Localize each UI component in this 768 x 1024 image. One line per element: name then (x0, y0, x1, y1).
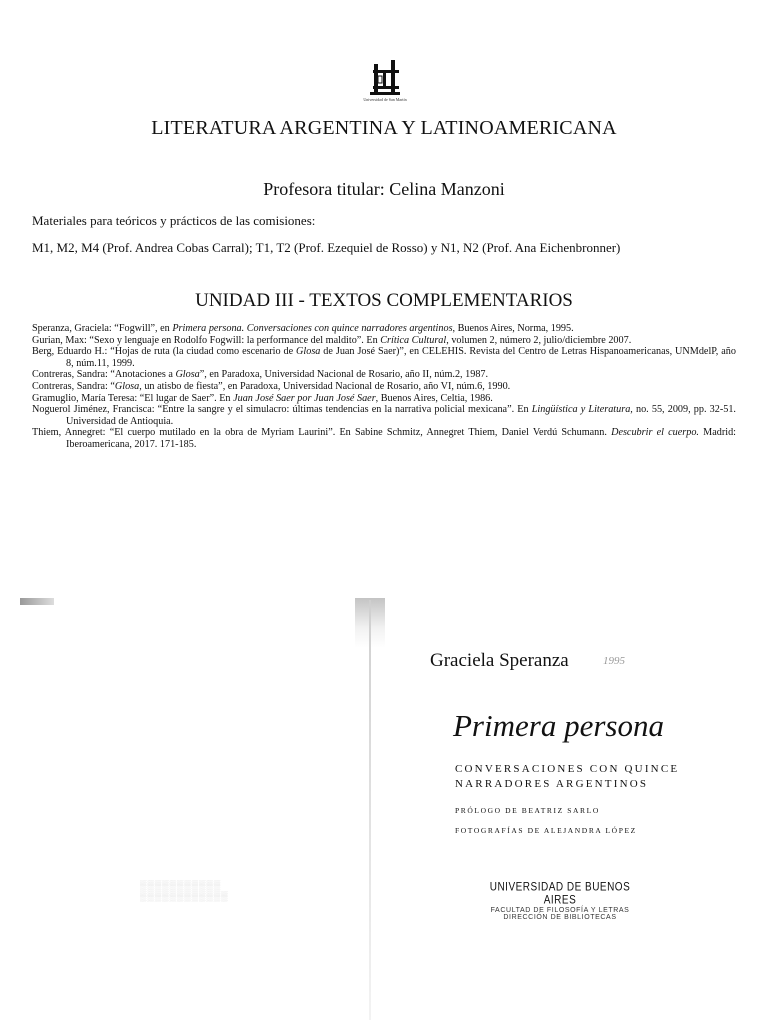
bibliography-entry: Thiem, Annegret: “El cuerpo mutilado en la obra de Myriam Laurini”. En Sabine Schmitz, Annegret Thiem, Daniel Verdú Schumann. Descubrir el cuerpo. Madrid: Iberoamericana, 2017. 171-185. (32, 427, 736, 450)
commissions-line: M1, M2, M4 (Prof. Andrea Cobas Carral); T1, T2 (Prof. Ezequiel de Rosso) y N1, N2 (Prof. Ana Eichenbronner) (32, 240, 621, 255)
bibliography-entry: Contreras, Sandra: “Anotaciones a Glosa”, en Paradoxa, Universidad Nacional de Rosario, año II, núm.2, 1987. (32, 369, 489, 381)
book-subtitle (455, 762, 679, 792)
bibliography-entry: Berg, Eduardo H.: “Hojas de ruta (la ciudad como escenario de Glosa de Juan José Saer)”, en CELEHIS. Revista del Centro de Letras Hispanoamericanas, UNMdelP, año 8, núm.11, 1999. (32, 346, 736, 369)
faded-library-stamp: ▒▒▒▒▒▒▒▒▒▒▒ ▒▒▒▒▒▒▒▒▒▒▒▒ (140, 880, 229, 901)
photos-credit: FOTOGRAFÍAS DE ALEJANDRA LÓPEZ (455, 826, 637, 835)
book-title: Primera persona (453, 708, 664, 743)
page-fold (369, 600, 371, 1020)
bibliography-list (32, 323, 736, 451)
professor-line: Profesora titular: Celina Manzoni (263, 179, 505, 199)
bibliography-entry: Gramuglio, María Teresa: “El lugar de Saer”. En Juan José Saer por Juan José Saer, Buenos Aires, Celtia, 1986. (32, 392, 493, 404)
unit-title: UNIDAD III - TEXTOS COMPLEMENTARIOS (195, 290, 573, 311)
bibliography-entry: Speranza, Graciela: “Fogwill”, en Primera persona. Conversaciones con quince narradores argentinos, Buenos Aires, Norma, 1995. (32, 323, 574, 334)
materials-line: Materiales para teóricos y prácticos de las comisiones: (32, 213, 316, 228)
handwritten-note: 1995 (603, 655, 625, 667)
course-title: LITERATURA ARGENTINA Y LATINOAMERICANA (151, 117, 617, 139)
subtitle-line: NARRADORES ARGENTINOS (455, 778, 649, 790)
stamp-faculty: FACULTAD DE FILOSOFÍA Y LETRAS (490, 907, 630, 914)
scan-artifact (20, 598, 54, 605)
bibliography-entry: Gurian, Max: “Sexo y lenguaje en Rodolfo Fogwill: la performance del maldito”. En Crítica Cultural, volumen 2, número 2, julio/diciembre 2007. (32, 334, 632, 346)
bibliography-entry: Contreras, Sandra: “Glosa, un atisbo de fiesta”, en Paradoxa, Universidad Nacional de Rosario, año VI, núm.6, 1990. (32, 380, 511, 392)
stamp-direction: DIRECCIÓN DE BIBLIOTECAS (503, 914, 617, 921)
library-stamp (480, 880, 640, 921)
logo-caption: Universidad de San Martín (363, 97, 407, 102)
stamp-university: UNIVERSIDAD DE BUENOS AIRES (489, 880, 631, 908)
book-author: Graciela Speranza (430, 650, 569, 671)
bibliography-entry: Noguerol Jiménez, Francisca: “Entre la sangre y el simulacro: últimas tendencias en la narrativa policial mexicana”. En Lingüística y Literatura, no. 55, 2009, pp. 32-51. Universidad de Antioquia. (32, 404, 736, 427)
prologue-credit: PRÓLOGO DE BEATRIZ SARLO (455, 806, 600, 815)
subtitle-line: CONVERSACIONES CON QUINCE (455, 763, 680, 775)
